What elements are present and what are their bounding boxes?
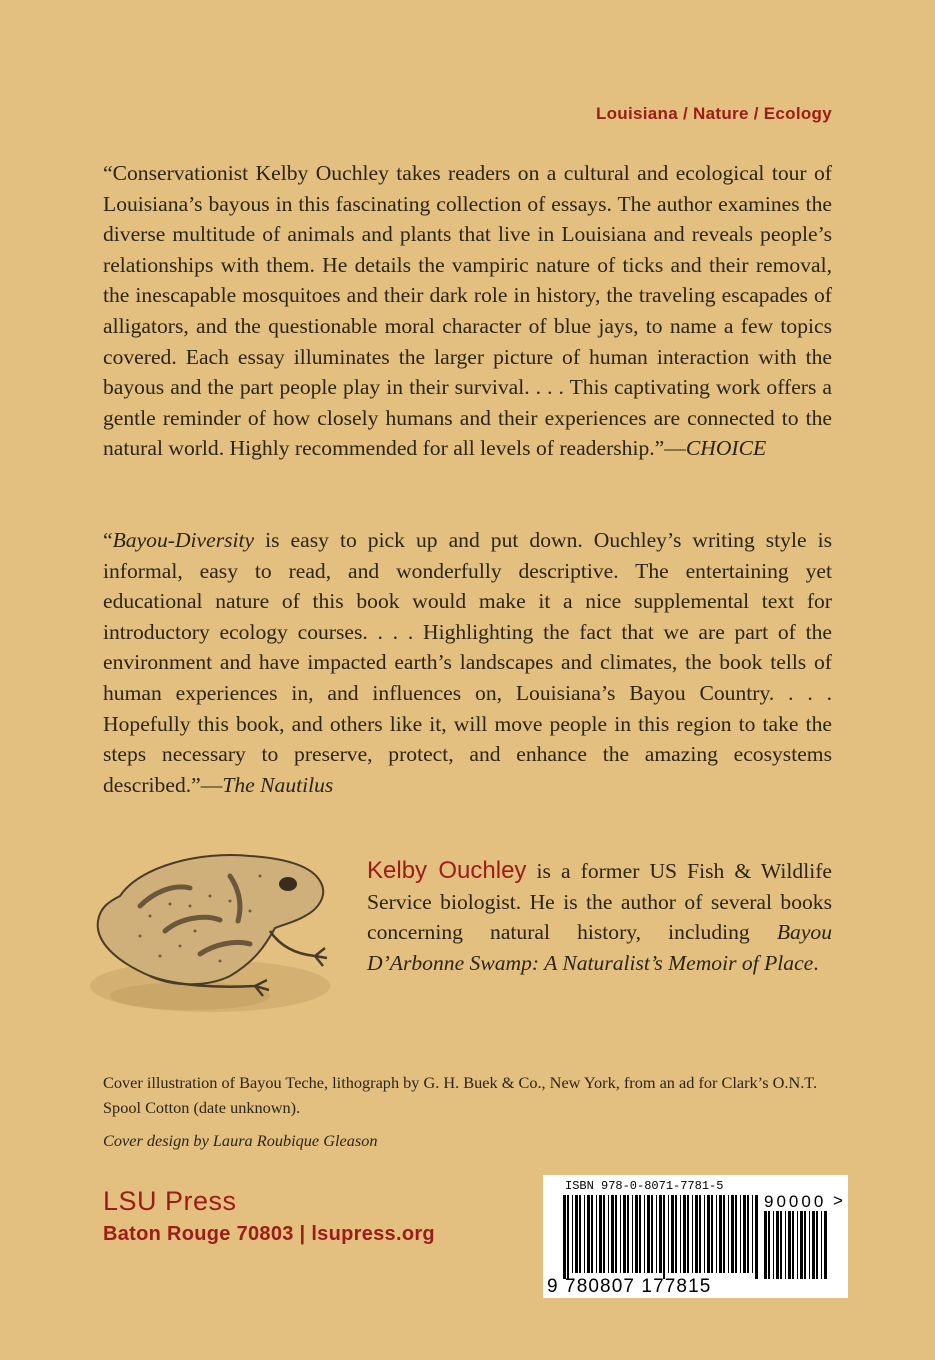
isbn-label: ISBN 978-0-8071-7781-5 <box>565 1179 724 1193</box>
barcode-bar <box>785 1211 786 1279</box>
barcode-bar <box>611 1195 614 1273</box>
review-text: is easy to pick up and put down. Ouchley’s writing style is informal, easy to read, and wonderfully descriptive. The entertaining yet educational nature of this book would make it a nice supplemental text for introductory ecology courses. . . . Highlighting the fact that we are part of the environment and have impacted earth’s landscapes and climates, the book tells of human experiences in, and influences on, Louisiana’s Bayou Country. . . . Hopefully this book, and others like it, will move people in this region to take the steps necessary to preserve, protect, and enhance the amazing ecosystems described.”— <box>103 528 832 797</box>
barcode-bar <box>735 1195 737 1273</box>
barcode-bar <box>755 1195 758 1279</box>
barcode-bar <box>695 1195 698 1273</box>
review-open-quote: “ <box>103 528 113 552</box>
author-bio-period: . <box>813 950 819 975</box>
barcode-bar <box>821 1211 822 1279</box>
barcode-bar <box>675 1195 677 1273</box>
barcode-bar <box>764 1211 767 1279</box>
review-nautilus <box>103 525 832 800</box>
barcode-bar <box>707 1195 710 1273</box>
barcode-bar <box>659 1195 662 1273</box>
barcode-bar <box>804 1211 806 1279</box>
barcode-bar <box>800 1211 803 1279</box>
barcode-bar <box>656 1195 657 1273</box>
barcode-bar <box>596 1195 597 1273</box>
barcode-bar <box>711 1195 713 1273</box>
barcode-bar <box>599 1195 602 1273</box>
barcode-bar <box>608 1195 609 1273</box>
barcode-bar <box>683 1195 686 1273</box>
barcode-bar <box>623 1195 626 1273</box>
barcode-bar <box>567 1195 569 1279</box>
barcode-bar <box>824 1211 827 1279</box>
frog-illustration-icon <box>80 836 350 1026</box>
barcode-bar <box>812 1211 815 1279</box>
barcode-bar <box>668 1195 669 1273</box>
barcode-bar <box>584 1195 585 1273</box>
barcode-bar <box>651 1195 653 1273</box>
barcode-bar <box>587 1195 590 1273</box>
barcode <box>543 1175 848 1298</box>
cover-design-credit: Cover design by Laura Roubique Gleason <box>103 1131 378 1150</box>
barcode-bar <box>731 1195 734 1273</box>
author-name: Kelby Ouchley <box>367 857 527 884</box>
barcode-bar <box>723 1195 725 1273</box>
barcode-bar <box>809 1211 810 1279</box>
publisher-address: Baton Rouge 70803 | lsupress.org <box>103 1223 435 1245</box>
barcode-bar <box>563 1195 566 1279</box>
review-source: CHOICE <box>685 436 767 461</box>
barcode-bar <box>680 1195 681 1273</box>
barcode-bar <box>591 1195 593 1273</box>
price-arrow: > <box>833 1191 843 1210</box>
isbn-digits: 9 780807 177815 <box>547 1276 712 1297</box>
author-bio-text: is a former US Fish & Wildlife Service biologist. He is the author of several books concerning natural history, including <box>367 859 832 945</box>
barcode-bar <box>575 1195 578 1273</box>
barcode-bar <box>740 1195 741 1273</box>
barcode-bars-icon <box>563 1195 761 1279</box>
barcode-bar <box>644 1195 645 1273</box>
barcode-bar <box>719 1195 722 1273</box>
barcode-bar <box>663 1195 665 1279</box>
barcode-bar <box>647 1195 650 1273</box>
barcode-bar <box>603 1195 605 1273</box>
barcode-bar <box>671 1195 674 1273</box>
cover-illustration-credit: Cover illustration of Bayou Teche, lithograph by G. H. Buek & Co., New York, from an ad for Clark’s O.N.T. Spool Cotton (date unknown). <box>103 1073 818 1117</box>
barcode-bar <box>635 1195 638 1273</box>
barcode-bar <box>797 1211 798 1279</box>
barcode-bar <box>747 1195 749 1273</box>
barcode-bar <box>692 1195 693 1273</box>
barcode-bar <box>620 1195 621 1273</box>
barcode-bar <box>773 1211 774 1279</box>
barcode-bar <box>687 1195 689 1273</box>
barcode-bar <box>728 1195 729 1273</box>
barcode-bar <box>632 1195 633 1273</box>
review-book-title: Bayou-Diversity <box>112 528 255 552</box>
barcode-bar <box>752 1195 753 1273</box>
barcode-bar <box>716 1195 717 1273</box>
barcode-bar <box>768 1211 770 1279</box>
barcode-bar <box>627 1195 629 1273</box>
addon-bars-icon <box>764 1211 830 1279</box>
barcode-bar <box>699 1195 701 1273</box>
review-text: “Conservationist Kelby Ouchley takes readers on a cultural and ecological tour of Louisiana’s bayous in this fascinating collection of essays. The author examines the diverse multitude of animals and plants that live in Louisiana and reveals people’s relationships with them. He details the vampiric nature of ticks and their removal, the inescapable mosquitoes and their dark role in history, the traveling escapades of alligators, and the questionable moral character of blue jays, to name a few topics covered. Each essay illuminates the larger picture of human interaction with the bayous and the part people play in their survival. . . . This captivating work offers a gentle reminder of how closely humans and their experiences are connected to the natural world. Highly recommended for all levels of readership.”— <box>103 161 832 461</box>
barcode-bar <box>743 1195 746 1273</box>
barcode-bar <box>776 1211 779 1279</box>
publisher-name: LSU Press <box>103 1186 237 1216</box>
barcode-bar <box>780 1211 782 1279</box>
barcode-bar <box>579 1195 581 1273</box>
barcode-bar <box>788 1211 791 1279</box>
barcode-bar <box>792 1211 794 1279</box>
review-source: The Nautilus <box>222 772 334 797</box>
category-label: Louisiana / Nature / Ecology <box>595 104 832 123</box>
barcode-bar <box>572 1195 573 1273</box>
author-bio <box>367 856 832 978</box>
price-code: 90000 <box>764 1192 827 1211</box>
barcode-bar <box>704 1195 705 1273</box>
barcode-bar <box>615 1195 617 1273</box>
author-book-title: Bayou D’Arbonne Swamp: A Naturalist’s Memoir of Place <box>367 920 832 975</box>
barcode-bar <box>639 1195 641 1273</box>
barcode-bar <box>816 1211 818 1279</box>
publisher-block <box>103 1183 435 1249</box>
review-choice <box>103 158 832 464</box>
